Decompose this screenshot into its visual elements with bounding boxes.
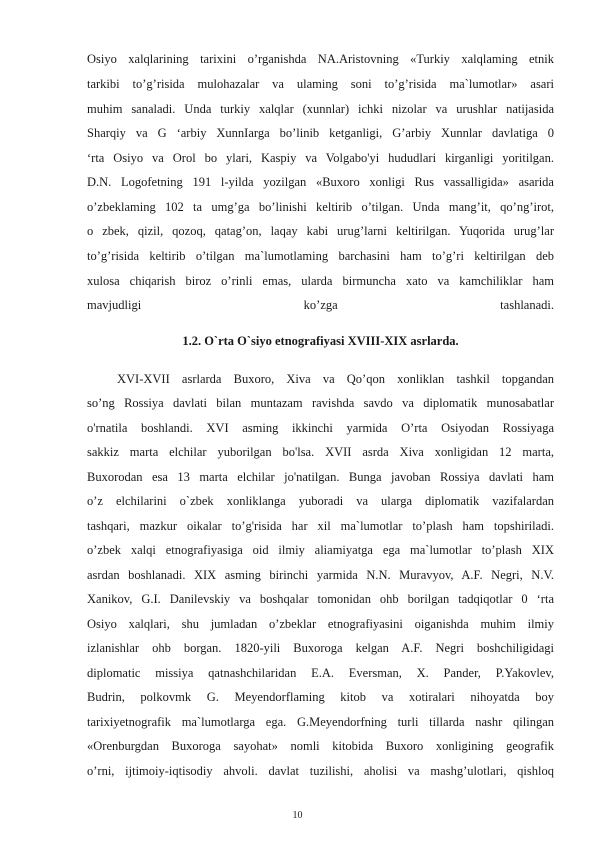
text-line: Budrin, polkovmk G. Meyendorflaming kitob va xotiralari nihoyatda boy bbox=[87, 690, 554, 704]
text-line: o’rni, ijtimoiy-iqtisodiy ahvoli. davlat tuzilishi, aholisi va mashg’ulotlari, qishloq bbox=[87, 764, 554, 778]
text-line: ‘rta Osiyo va Orol bo ylari, Kaspiy va Volgabo'yi hududlari kirganligi yoritilgan. bbox=[87, 151, 554, 165]
text-line: diplomatic missiya qatnashchilaridan E.A. Eversman, X. Pander, P.Yakovlev, bbox=[87, 666, 554, 680]
text-line: Osiyo xalqlarining tarixini o’rganishda NA.Aristovning «Turkiy xalqlaming etnik bbox=[87, 52, 554, 66]
text-line: Xanikov, G.I. Danilevskiy va boshqalar tomonidan ohb borilgan tadqiqotlar 0 ‘rta bbox=[87, 592, 554, 606]
text-line: tarixiyetnografik ma`lumotlarga ega. G.Meyendorfning turli tillarda nashr qilingan bbox=[87, 715, 554, 729]
text-line: D.N. Logofetning 191 l-yilda yozilgan «Buxoro xonligi Rus vassalligida» asarida bbox=[87, 175, 554, 189]
text-line: «Orenburgdan Buxoroga sayohat» nomli kitobida Buxoro xonligining geografik bbox=[87, 739, 554, 753]
text-line: o’zbeklaming 102 ta umg’ga bo’linishi keltirib o’tilgan. Unda mang’it, qo’ng’irot, bbox=[87, 200, 554, 214]
section-heading: 1.2. O`rta O`siyo etnografiyasi XVIII-XIX asrlarda. bbox=[182, 334, 459, 348]
text-line: tarkibi to’g’risida mulohazalar va ulaming soni to’g’risida ma`lumotlar» asari bbox=[87, 77, 554, 91]
text-line: Osiyo xalqlari, shu jumladan o’zbeklar etnografiyasini oiganishda muhim ilmiy bbox=[87, 617, 554, 631]
text-line: o zbek, qizil, qozoq, qatag’on, laqay kabi urug’larni keltirilgan. Yuqorida urug’lar bbox=[87, 224, 554, 238]
text-line: tashqari, mazkur oikalar to’g'risida har xil ma`lumotlar to’plash ham topshiriladi. bbox=[87, 519, 554, 533]
text-line: to’g’risida keltirib o’tilgan ma`lumotlaming barchasini ham to’g’ri keltirilgan deb bbox=[87, 249, 554, 263]
page-number: 10 bbox=[292, 810, 303, 821]
text-line: mavjudligi ko’zga tashlanadi. bbox=[87, 298, 554, 312]
text-line: Buxorodan esa 13 marta elchilar jo'natilgan. Bunga javoban Rossiya davlati ham bbox=[87, 470, 554, 484]
text-line: XVI-XVII asrlarda Buxoro, Xiva va Qo’qon xonliklan tashkil topgandan bbox=[117, 372, 554, 386]
text-line: o’z elchilarini o`zbek xonliklanga yuboradi va ularga diplomatik vazifalardan bbox=[87, 494, 554, 508]
text-line: muhim sanaladi. Unda turkiy xalqlar (xunnlar) ichki nizolar va urushlar natijasida bbox=[87, 102, 554, 116]
text-line: izlanishlar ohb borgan. 1820-yili Buxoroga kelgan A.F. Negri boshchiligidagi bbox=[87, 641, 554, 655]
text-line: so’ng Rossiya davlati bilan muntazam ravishda savdo va diplomatik munosabatlar bbox=[87, 396, 554, 410]
text-line: o'rnatila boshlandi. XVI asming ikkinchi yarmida O’rta Osiyodan Rossiyaga bbox=[87, 421, 554, 435]
text-line: asrdan boshlanadi. XIX asming birinchi yarmida N.N. Muravyov, A.F. Negri, N.V. bbox=[87, 568, 554, 582]
text-line: o’zbek xalqi etnografiyasiga oid ilmiy aliamiyatga ega ma`lumotlar to’plash XIX bbox=[87, 543, 554, 557]
text-line: xulosa chiqarish biroz o’rinli emas, ularda birmuncha xato va kamchiliklar ham bbox=[87, 274, 554, 288]
text-line: Sharqiy va G ‘arbiy XunnIarga bo’linib ketganligi, G’arbiy Xunnlar davlatiga 0 bbox=[87, 126, 554, 140]
text-line: sakkiz marta elchilar yuborilgan bo'lsa. XVII asrda Xiva xonligidan 12 marta, bbox=[87, 445, 554, 459]
